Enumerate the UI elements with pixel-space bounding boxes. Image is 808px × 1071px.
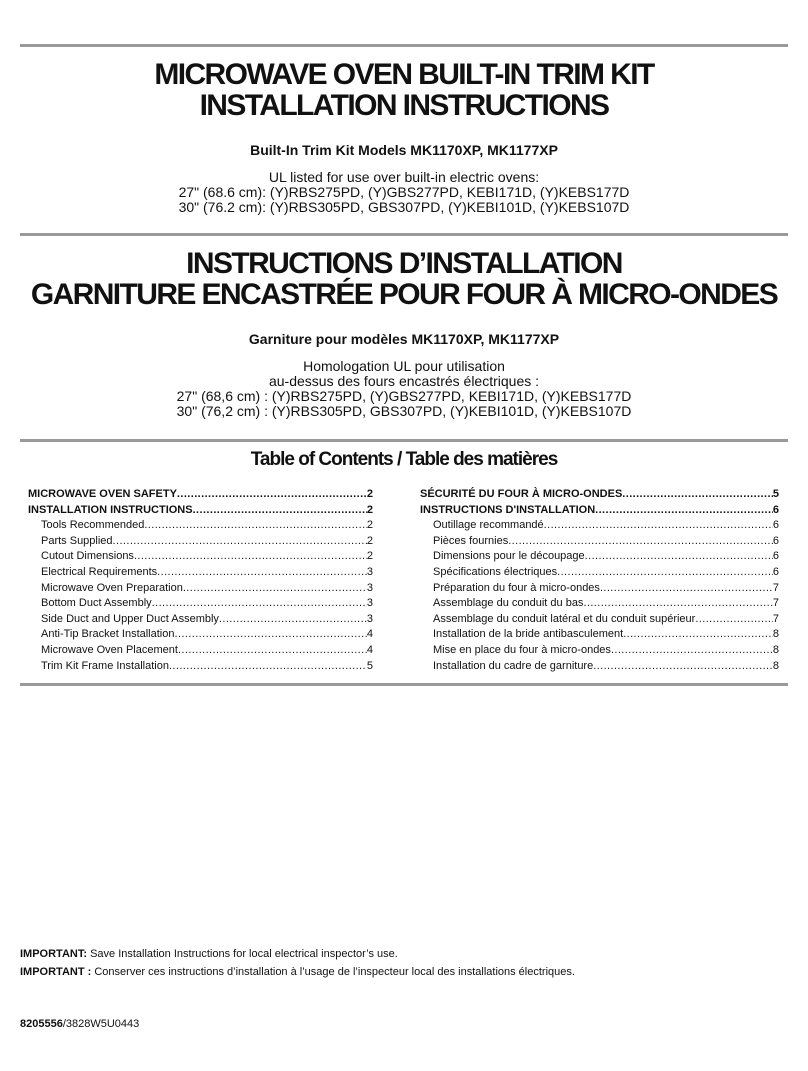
toc-entry[interactable]: Tools Recommended ..... 2 xyxy=(28,518,373,534)
toc-entry[interactable]: Assemblage du conduit latéral et du conduit supérieur ..... 7 xyxy=(420,612,779,628)
french-title-line-2: GARNITURE ENCASTRÉE POUR FOUR À MICRO-ONDES xyxy=(30,278,778,311)
toc-bottom-rule xyxy=(20,683,788,686)
toc-entry[interactable]: Préparation du four à micro-ondes ..... 7 xyxy=(420,581,779,597)
toc-entry[interactable]: Trim Kit Frame Installation ..... 5 xyxy=(28,659,373,675)
important-note-french: IMPORTANT : Conserver ces instructions d’installation à l’usage de l’inspecteur local des installations électriques. xyxy=(20,966,575,978)
toc-heading: Table of Contents / Table des matières xyxy=(250,449,558,470)
toc-entry[interactable]: Electrical Requirements ..... 3 xyxy=(28,565,373,581)
toc-entry[interactable]: INSTALLATION INSTRUCTIONS ..... 2 xyxy=(28,503,373,519)
english-title xyxy=(0,59,808,121)
toc-entry[interactable]: Anti-Tip Bracket Installation ..... 4 xyxy=(28,627,373,643)
toc-entry[interactable]: Installation du cadre de garniture ..... 8 xyxy=(420,659,779,675)
french-ul-listing: Homologation UL pour utilisation au-dessus des fours encastrés électriques : 27" (68,6 cm) : (Y)RBS275PD, (Y)GBS277PD, KEBI171D, (Y)KEBS177D 30" (76,2 cm) : (Y)RBS305PD, GBS307PD, (Y)KEBI101D, (Y)KEBS107D xyxy=(176,358,632,419)
document-number: 8205556/3828W5U0443 xyxy=(20,1018,140,1030)
french-title-line-1: INSTRUCTIONS D’INSTALLATION xyxy=(186,247,622,280)
toc-entry[interactable]: SÉCURITÉ DU FOUR À MICRO-ONDES ..... 5 xyxy=(420,487,779,503)
toc-french xyxy=(420,487,779,674)
toc-entry[interactable]: Dimensions pour le découpage ..... 6 xyxy=(420,549,779,565)
title-line-2: INSTALLATION INSTRUCTIONS xyxy=(199,89,609,122)
toc-entry[interactable]: Parts Supplied ..... 2 xyxy=(28,534,373,550)
english-ul-listing: UL listed for use over built-in electric ovens: 27" (68.6 cm): (Y)RBS275PD, (Y)GBS277PD, KEBI171D, (Y)KEBS177D 30" (76.2 cm): (Y)RBS305PD, GBS307PD, (Y)KEBI101D, (Y)KEBS107D xyxy=(178,169,630,215)
toc-entry[interactable]: INSTRUCTIONS D'INSTALLATION ..... 6 xyxy=(420,503,779,519)
toc-entry[interactable]: Side Duct and Upper Duct Assembly ..... 3 xyxy=(28,612,373,628)
toc-entry[interactable]: Bottom Duct Assembly ..... 3 xyxy=(28,596,373,612)
toc-top-rule xyxy=(20,439,788,442)
title-line-1: MICROWAVE OVEN BUILT-IN TRIM KIT xyxy=(154,58,654,91)
toc-entry[interactable]: Pièces fournies ..... 6 xyxy=(420,534,779,550)
toc-entry[interactable]: Microwave Oven Placement ..... 4 xyxy=(28,643,373,659)
toc-entry[interactable]: Cutout Dimensions ..... 2 xyxy=(28,549,373,565)
toc-entry[interactable]: Assemblage du conduit du bas ..... 7 xyxy=(420,596,779,612)
important-note-english: IMPORTANT: Save Installation Instructions for local electrical inspector’s use. xyxy=(20,948,398,960)
french-title xyxy=(0,248,808,310)
toc-entry[interactable]: MICROWAVE OVEN SAFETY ..... 2 xyxy=(28,487,373,503)
toc-entry[interactable]: Installation de la bride antibasculement ..... 8 xyxy=(420,627,779,643)
toc-entry[interactable]: Microwave Oven Preparation ..... 3 xyxy=(28,581,373,597)
middle-rule xyxy=(20,233,788,236)
toc-entry[interactable]: Mise en place du four à micro-ondes ..... 8 xyxy=(420,643,779,659)
french-models: Garniture pour modèles MK1170XP, MK1177XP xyxy=(248,331,560,347)
toc-entry[interactable]: Spécifications électriques ..... 6 xyxy=(420,565,779,581)
toc-entry[interactable]: Outillage recommandé ..... 6 xyxy=(420,518,779,534)
toc-english xyxy=(28,487,373,674)
english-models: Built-In Trim Kit Models MK1170XP, MK1177XP xyxy=(250,142,558,158)
top-rule xyxy=(20,44,788,47)
